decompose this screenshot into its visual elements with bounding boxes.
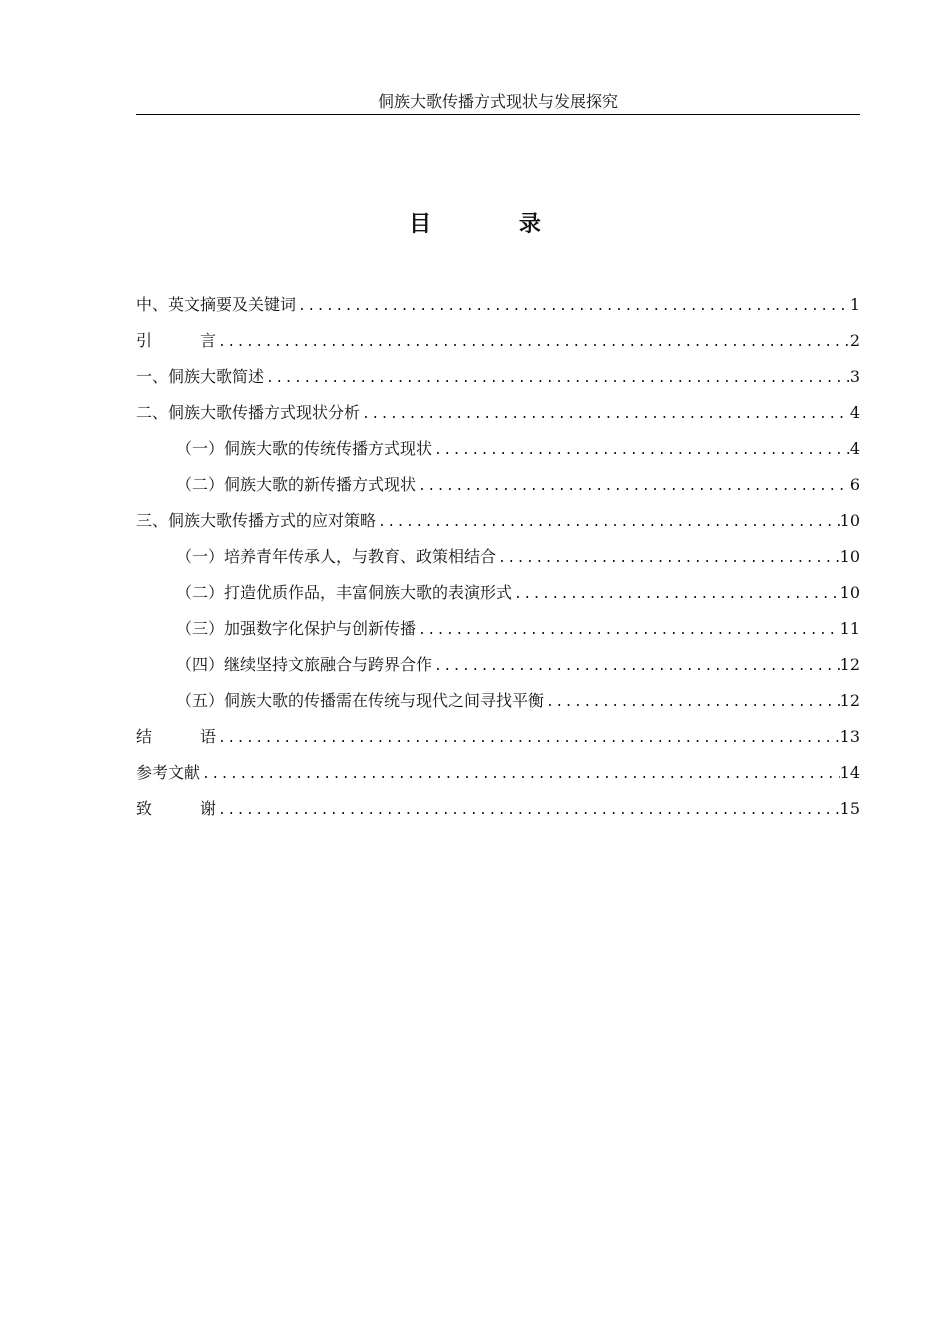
toc-entry-page: 10 bbox=[839, 583, 860, 602]
toc-leader-dots bbox=[432, 652, 840, 682]
toc-entry-label: 三、侗族大歌传播方式的应对策略 bbox=[136, 511, 377, 530]
running-header bbox=[136, 92, 860, 115]
toc-entry-label: 致 谢 bbox=[136, 799, 216, 818]
toc-leader-dots bbox=[544, 688, 840, 718]
toc-entry-section-2-2[interactable] bbox=[136, 470, 860, 506]
toc-entry-page: 10 bbox=[839, 547, 860, 566]
toc-entry-introduction[interactable] bbox=[136, 326, 860, 362]
toc-entry-page: 4 bbox=[849, 439, 860, 458]
toc-entry-page: 12 bbox=[839, 691, 860, 710]
toc-entry-label: 结 语 bbox=[136, 727, 216, 746]
toc-entry-section-3-1[interactable] bbox=[136, 542, 860, 578]
toc-leader-dots bbox=[216, 724, 840, 754]
toc-entry-label: 参考文献 bbox=[136, 763, 201, 782]
toc-entry-page: 13 bbox=[839, 727, 860, 746]
toc-leader-dots bbox=[264, 364, 850, 394]
toc-leader-dots bbox=[360, 400, 850, 430]
toc-entry-section-2-1[interactable] bbox=[136, 434, 860, 470]
toc-entry-page: 12 bbox=[839, 655, 860, 674]
toc-entry-references[interactable] bbox=[136, 758, 860, 794]
toc-entry-section-3-2[interactable] bbox=[136, 578, 860, 614]
toc-entry-page: 10 bbox=[839, 511, 860, 530]
toc-leader-dots bbox=[216, 328, 850, 358]
toc-leader-dots bbox=[376, 508, 840, 538]
toc-entry-acknowledgements[interactable] bbox=[136, 794, 860, 830]
running-header-title: 侗族大歌传播方式现状与发展探究 bbox=[377, 92, 618, 111]
toc-leader-dots bbox=[512, 580, 840, 610]
toc-entry-chapter-1[interactable] bbox=[136, 362, 860, 398]
toc-entry-section-3-5[interactable] bbox=[136, 686, 860, 722]
toc-leader-dots bbox=[416, 472, 850, 502]
toc-heading: 目 录 bbox=[409, 211, 581, 237]
toc-leader-dots bbox=[416, 616, 840, 646]
toc-entry-label: 中、英文摘要及关键词 bbox=[136, 295, 297, 314]
toc-leader-dots bbox=[432, 436, 850, 466]
toc-entry-label: （五）侗族大歌的传播需在传统与现代之间寻找平衡 bbox=[176, 691, 545, 710]
toc-entry-label: （一）侗族大歌的传统传播方式现状 bbox=[176, 439, 433, 458]
toc-entry-label: （一）培养青年传承人，与教育、政策相结合 bbox=[176, 547, 497, 566]
toc-entry-page: 14 bbox=[839, 763, 860, 782]
toc-entry-page: 1 bbox=[849, 295, 860, 314]
toc-entry-label: 一、侗族大歌简述 bbox=[136, 367, 265, 386]
toc-entry-section-3-3[interactable] bbox=[136, 614, 860, 650]
toc-leader-dots bbox=[496, 544, 840, 574]
toc-entry-label: （四）继续坚持文旅融合与跨界合作 bbox=[176, 655, 433, 674]
toc-leader-dots bbox=[200, 760, 840, 790]
toc-entry-page: 4 bbox=[849, 403, 860, 422]
toc-entry-page: 3 bbox=[849, 367, 860, 386]
toc-entry-label: （二）打造优质作品，丰富侗族大歌的表演形式 bbox=[176, 583, 513, 602]
toc-leader-dots bbox=[296, 292, 850, 322]
toc-entry-page: 11 bbox=[839, 619, 860, 638]
toc-entry-chapter-2[interactable] bbox=[136, 398, 860, 434]
toc-entry-chapter-3[interactable] bbox=[136, 506, 860, 542]
toc-entry-section-3-4[interactable] bbox=[136, 650, 860, 686]
toc-entry-label: （二）侗族大歌的新传播方式现状 bbox=[176, 475, 417, 494]
toc-entry-page: 6 bbox=[849, 475, 860, 494]
toc-entry-abstract[interactable] bbox=[136, 290, 860, 326]
toc-entry-label: （三）加强数字化保护与创新传播 bbox=[176, 619, 417, 638]
toc-entry-label: 引 言 bbox=[136, 331, 216, 350]
toc-entry-page: 2 bbox=[849, 331, 860, 350]
toc-leader-dots bbox=[216, 796, 840, 826]
table-of-contents bbox=[136, 290, 860, 830]
toc-entry-page: 15 bbox=[839, 799, 860, 818]
toc-entry-conclusion[interactable] bbox=[136, 722, 860, 758]
toc-entry-label: 二、侗族大歌传播方式现状分析 bbox=[136, 403, 361, 422]
